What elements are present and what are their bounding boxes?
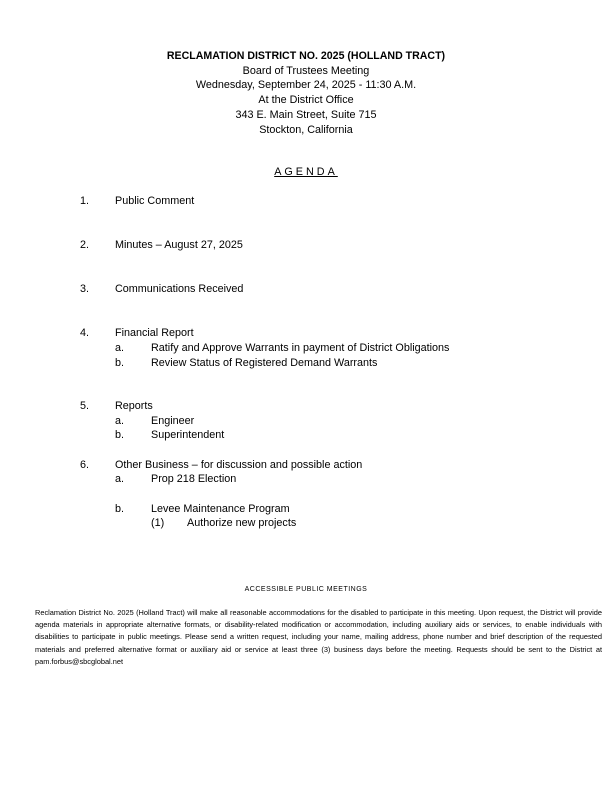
document-header [0,49,612,137]
sub-item-prop-218: Prop 218 Election [151,473,237,485]
sub-item-superintendent: Superintendent [151,429,225,441]
agenda-item-number: 3. [80,283,90,295]
agenda-item-number: 6. [80,459,90,471]
sub-item-engineer: Engineer [151,415,195,427]
sub-item-levee-maintenance: Levee Maintenance Program [151,503,290,515]
agenda-item-number: 2. [80,239,90,251]
agenda-item-financial-report: Financial Report [115,327,194,339]
sub-item-review-warrants: Review Status of Registered Demand Warrants [151,357,378,369]
sub-item-letter: b. [115,503,125,515]
agenda-item-reports: Reports [115,400,153,412]
agenda-item-communications: Communications Received [115,283,244,295]
sub-item-letter: a. [115,342,125,354]
agenda-item-other-business: Other Business – for discussion and possible action [115,459,363,471]
meeting-city: Stockton, California [259,123,353,136]
sub-item-letter: a. [115,415,125,427]
district-title: RECLAMATION DISTRICT NO. 2025 (HOLLAND TRACT) [166,50,446,62]
meeting-address: 343 E. Main Street, Suite 715 [235,108,377,121]
agenda-item-number: 4. [80,327,90,339]
agenda-heading: AGENDA [274,166,338,178]
agenda-item-minutes: Minutes – August 27, 2025 [115,239,243,251]
meeting-date: Wednesday, September 24, 2025 - 11:30 A.M. [195,79,417,92]
accessibility-notice-title: ACCESSIBLE PUBLIC MEETINGS [244,586,368,593]
sub-sub-item-authorize-projects: Authorize new projects [187,517,297,529]
agenda-item-number: 5. [80,400,90,412]
meeting-name: Board of Trustees Meeting [242,64,370,77]
sub-item-letter: b. [115,357,125,369]
agenda-item-public-comment: Public Comment [115,195,195,207]
agenda-item-number: 1. [80,195,90,207]
accessibility-notice-body: Reclamation District No. 2025 (Holland Tract) will make all reasonable accommodations for the disabled to participate in this meeting. Upon request, the District will provide agenda materials in appropriate alternative formats, or disability-related modification or accommodation, including auxiliary aids or services, to enable individuals with disabilities to participate in public meetings. Please send a written request, including your name, mailing address, phone number and brief description of the requested materials and preferred alternative format or auxiliary aid or service at least three (3) business days before the meeting. Requests should be sent to the District at pam.forbus@sbcglobal.net [35,608,602,666]
sub-sub-item-number: (1) [151,517,165,529]
sub-item-letter: b. [115,429,125,441]
meeting-location: At the District Office [258,94,354,107]
sub-item-letter: a. [115,473,125,485]
sub-item-ratify-warrants: Ratify and Approve Warrants in payment of District Obligations [151,342,450,354]
